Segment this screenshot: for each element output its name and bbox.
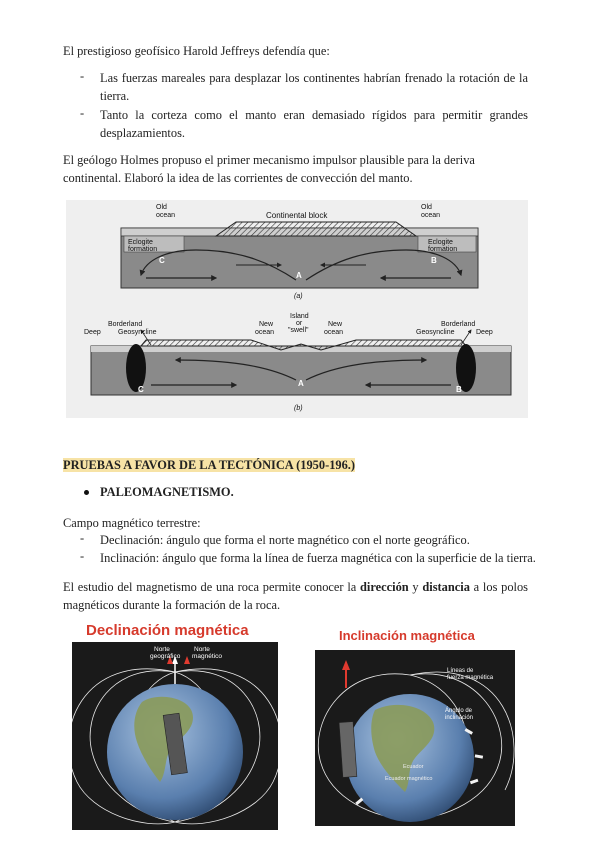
label-a-a: A [296, 271, 302, 280]
borderland-right-label: Borderland [441, 321, 476, 328]
rock-magnetism-paragraph: El estudio del magnetismo de una roca permite conocer la dirección y distancia a los polos magnéticos durante la formación de la roca. [63, 580, 528, 612]
holmes-paragraph: El geólogo Holmes propuso el primer mecanismo impulsor plausible para la deriva continental. Elaboró la idea de las corrientes de convección del manto. [63, 153, 475, 185]
svg-text:ocean: ocean [255, 329, 275, 336]
svg-text:formation: formation [128, 246, 158, 253]
label-a-b: A [298, 379, 304, 388]
borderland-left-label: Borderland [108, 321, 143, 328]
equator-label: Ecuador [403, 764, 424, 770]
dash-marker: - [80, 531, 85, 545]
svg-text:formation: formation [428, 246, 458, 253]
section-heading: PRUEBAS A FAVOR DE LA TECTÓNICA (1950-196.) [63, 458, 356, 472]
continental-block-a [216, 222, 416, 236]
declination-figure [72, 620, 278, 830]
subsection-title: PALEOMAGNETISMO. [100, 485, 234, 499]
deep-left-label: Deep [84, 329, 101, 336]
dash-marker: - [80, 69, 85, 83]
continental-block-label: Continental block [266, 211, 328, 220]
new-ocean-left-label: New [259, 321, 274, 328]
old-ocean-left-label: Old [156, 204, 167, 211]
inclination-title: Inclinación magnética [339, 628, 475, 643]
inclination-definition: Inclinación: ángulo que forma la línea de fuerza magnética con la superficie de la tierra. [100, 551, 536, 565]
dash-marker: - [80, 549, 85, 563]
deep-right-label: Deep [476, 329, 493, 336]
label-b-b: B [456, 385, 462, 394]
jeffreys-point-1: Las fuerzas mareales para desplazar los continentes habrían frenado la rotación de la tierra. [100, 71, 528, 103]
inclination-figure [315, 622, 515, 826]
svg-text:fuerza magnética: fuerza magnética [447, 675, 494, 681]
island-label: Island [290, 313, 309, 320]
convection-diagram [66, 200, 528, 418]
svg-text:inclinación: inclinación [445, 715, 474, 721]
svg-text:"swell": "swell" [288, 327, 309, 334]
declination-title: Declinación magnética [86, 622, 249, 639]
caption-b: (b) [294, 405, 303, 412]
bullet-icon [84, 490, 89, 495]
north-mag-label: Norte [194, 646, 210, 653]
caption-a: (a) [294, 293, 303, 300]
field-label: Campo magnético terrestre: [63, 516, 201, 530]
intro-text: El prestigioso geofísico Harold Jeffreys defendía que: [63, 44, 330, 58]
label-c-a: C [159, 256, 165, 265]
eclogite-left-label: Eclogite [128, 239, 153, 246]
svg-text:ocean: ocean [421, 212, 441, 219]
svg-text:ocean: ocean [156, 212, 176, 219]
svg-text:geográfico: geográfico [150, 653, 181, 660]
svg-text:or: or [296, 320, 303, 327]
geosyncline-right-label: Geosyncline [416, 329, 455, 336]
force-lines-label: Líneas de [447, 668, 474, 674]
jeffreys-point-2: Tanto la corteza como el manto eran demasiado rígidos para permitir grandes desplazamientos. [100, 108, 528, 140]
svg-text:magnético: magnético [192, 653, 222, 660]
geosyncline-left-label: Geosyncline [118, 329, 157, 336]
north-geo-label: Norte [154, 646, 170, 653]
svg-text:ocean: ocean [324, 329, 344, 336]
declination-definition: Declinación: ángulo que forma el norte magnético con el norte geográfico. [100, 533, 470, 547]
label-c-b: C [138, 385, 144, 394]
old-ocean-right-label: Old [421, 204, 432, 211]
label-b-a: B [431, 256, 437, 265]
new-ocean-right-label: New [328, 321, 343, 328]
magnetic-equator-label: Ecuador magnético [385, 776, 433, 782]
eclogite-right-label: Eclogite [428, 239, 453, 246]
inclination-angle-label: Ángulo de [445, 708, 473, 714]
dash-marker: - [80, 106, 85, 120]
